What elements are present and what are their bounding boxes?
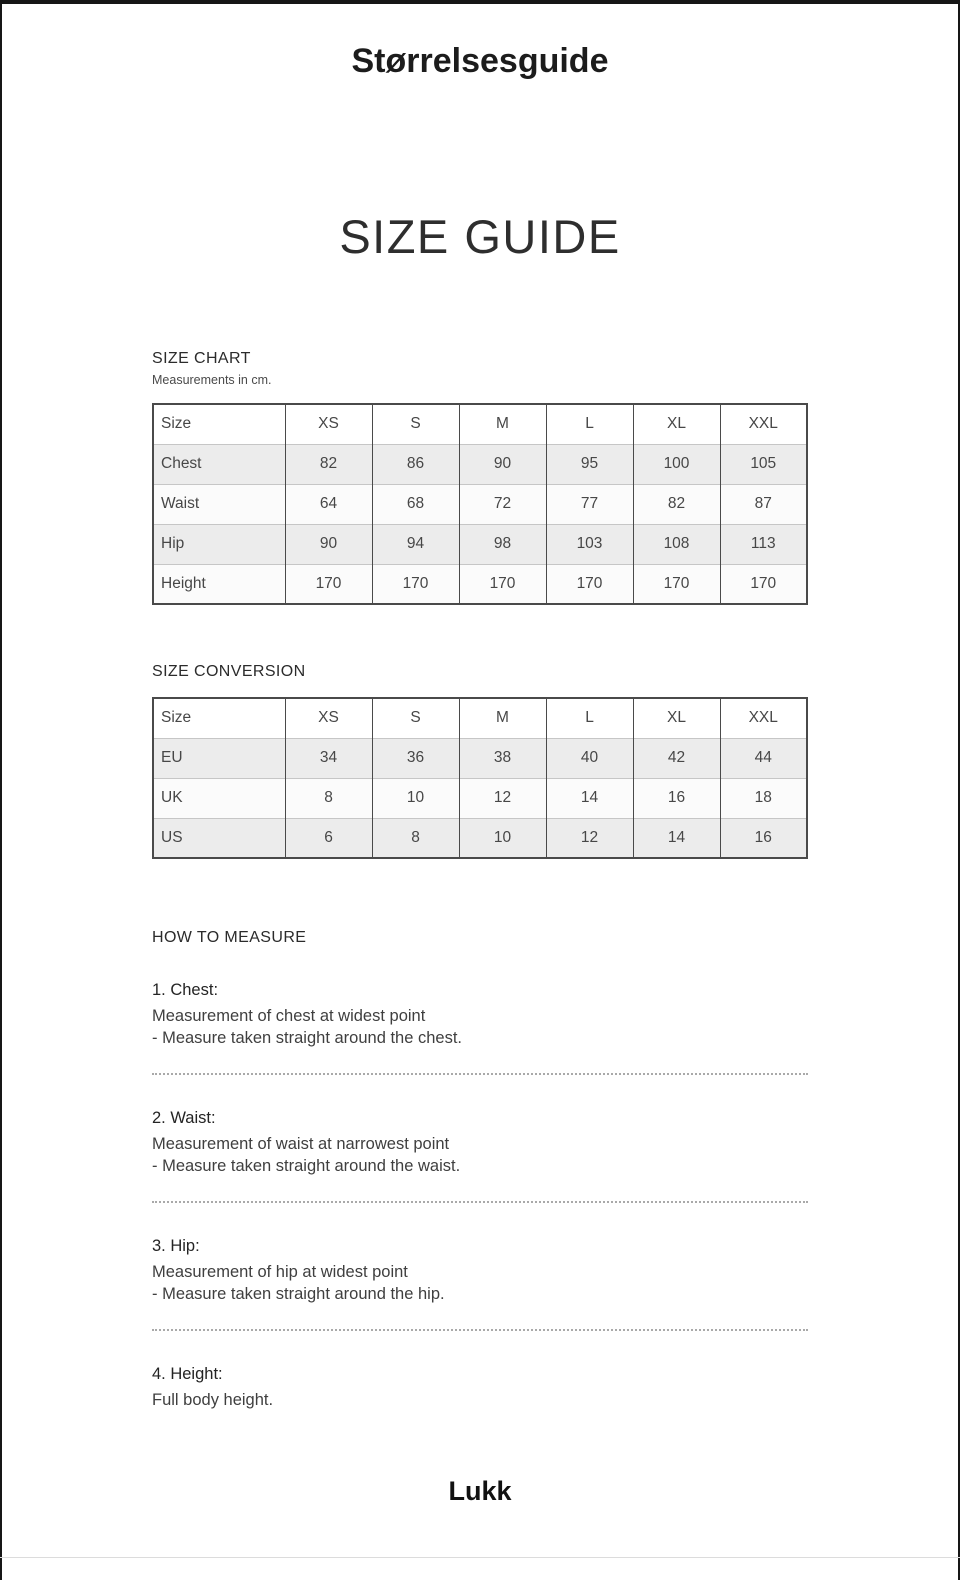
table-header-cell: XL <box>633 404 720 444</box>
value-cell: 6 <box>285 818 372 858</box>
value-cell: 170 <box>633 564 720 604</box>
table-row <box>153 564 807 604</box>
table-header-cell: XS <box>285 404 372 444</box>
measure-item-title: 3. Hip: <box>152 1237 200 1255</box>
value-cell: 170 <box>459 564 546 604</box>
value-cell: 98 <box>459 524 546 564</box>
value-cell: 8 <box>285 778 372 818</box>
measure-item-line: Measurement of waist at narrowest point <box>152 1135 450 1153</box>
value-cell: 8 <box>372 818 459 858</box>
measure-item-title: 1. Chest: <box>152 981 219 999</box>
measure-item-title: 2. Waist: <box>152 1109 216 1127</box>
value-cell: 95 <box>546 444 633 484</box>
table-row <box>153 444 807 484</box>
table-header-cell: M <box>459 698 546 738</box>
table-header-cell: XS <box>285 698 372 738</box>
section-heading-size-chart: SIZE CHART <box>152 350 251 367</box>
value-cell: 86 <box>372 444 459 484</box>
row-label-cell: US <box>153 818 285 858</box>
table-header-cell: L <box>546 404 633 444</box>
measure-item-line: - Measure taken straight around the hip. <box>152 1284 445 1303</box>
measure-item-hip <box>152 1237 808 1305</box>
value-cell: 16 <box>720 818 807 858</box>
value-cell: 103 <box>546 524 633 564</box>
table-row <box>153 818 807 858</box>
bottom-divider <box>0 1557 960 1558</box>
measurements-note: Measurements in cm. <box>152 373 272 387</box>
value-cell: 18 <box>720 778 807 818</box>
table-row <box>153 738 807 778</box>
table-header-cell: S <box>372 698 459 738</box>
value-cell: 68 <box>372 484 459 524</box>
table-header-cell: L <box>546 698 633 738</box>
value-cell: 12 <box>459 778 546 818</box>
value-cell: 108 <box>633 524 720 564</box>
row-label-cell: Hip <box>153 524 285 564</box>
measure-item-waist <box>152 1109 808 1177</box>
close-button[interactable]: Lukk <box>448 1475 512 1506</box>
size-chart-table <box>152 403 808 605</box>
table-row <box>153 484 807 524</box>
value-cell: 36 <box>372 738 459 778</box>
measure-item-line: Measurement of hip at widest point <box>152 1263 408 1281</box>
size-guide-heading: SIZE GUIDE <box>339 210 621 263</box>
value-cell: 10 <box>372 778 459 818</box>
value-cell: 64 <box>285 484 372 524</box>
table-header-cell: XL <box>633 698 720 738</box>
measure-item-line: Measurement of chest at widest point <box>152 1007 426 1025</box>
row-label-cell: UK <box>153 778 285 818</box>
table-row <box>153 524 807 564</box>
row-label-cell: Waist <box>153 484 285 524</box>
row-label-cell: EU <box>153 738 285 778</box>
table-header-row <box>153 404 807 444</box>
table-header-label-cell: Size <box>153 698 285 738</box>
value-cell: 42 <box>633 738 720 778</box>
value-cell: 170 <box>285 564 372 604</box>
dotted-divider <box>152 1201 808 1203</box>
value-cell: 14 <box>546 778 633 818</box>
value-cell: 105 <box>720 444 807 484</box>
value-cell: 10 <box>459 818 546 858</box>
value-cell: 14 <box>633 818 720 858</box>
value-cell: 40 <box>546 738 633 778</box>
value-cell: 16 <box>633 778 720 818</box>
page-title: Størrelsesguide <box>351 42 609 80</box>
table-header-label-cell: Size <box>153 404 285 444</box>
value-cell: 113 <box>720 524 807 564</box>
table-header-cell: S <box>372 404 459 444</box>
table-header-cell: XXL <box>720 698 807 738</box>
value-cell: 90 <box>285 524 372 564</box>
dotted-divider <box>152 1073 808 1075</box>
measure-item-line: Full body height. <box>152 1391 274 1409</box>
section-heading-how-to-measure: HOW TO MEASURE <box>152 929 307 946</box>
table-header-row <box>153 698 807 738</box>
size-conversion-table <box>152 697 808 859</box>
measure-item-title: 4. Height: <box>152 1365 223 1383</box>
measure-item-chest <box>152 981 808 1049</box>
measure-item-line: - Measure taken straight around the chest. <box>152 1028 463 1047</box>
value-cell: 94 <box>372 524 459 564</box>
table-header-cell: XXL <box>720 404 807 444</box>
section-heading-size-conversion: SIZE CONVERSION <box>152 663 306 680</box>
value-cell: 44 <box>720 738 807 778</box>
value-cell: 72 <box>459 484 546 524</box>
value-cell: 12 <box>546 818 633 858</box>
row-label-cell: Chest <box>153 444 285 484</box>
value-cell: 38 <box>459 738 546 778</box>
value-cell: 170 <box>720 564 807 604</box>
value-cell: 100 <box>633 444 720 484</box>
value-cell: 82 <box>633 484 720 524</box>
value-cell: 82 <box>285 444 372 484</box>
value-cell: 170 <box>372 564 459 604</box>
value-cell: 170 <box>546 564 633 604</box>
measure-item-line: - Measure taken straight around the waist. <box>152 1156 461 1175</box>
value-cell: 90 <box>459 444 546 484</box>
dotted-divider <box>152 1329 808 1331</box>
table-header-cell: M <box>459 404 546 444</box>
row-label-cell: Height <box>153 564 285 604</box>
value-cell: 77 <box>546 484 633 524</box>
value-cell: 87 <box>720 484 807 524</box>
content-column <box>152 350 808 1412</box>
table-row <box>153 778 807 818</box>
measure-item-height <box>152 1365 808 1412</box>
value-cell: 34 <box>285 738 372 778</box>
